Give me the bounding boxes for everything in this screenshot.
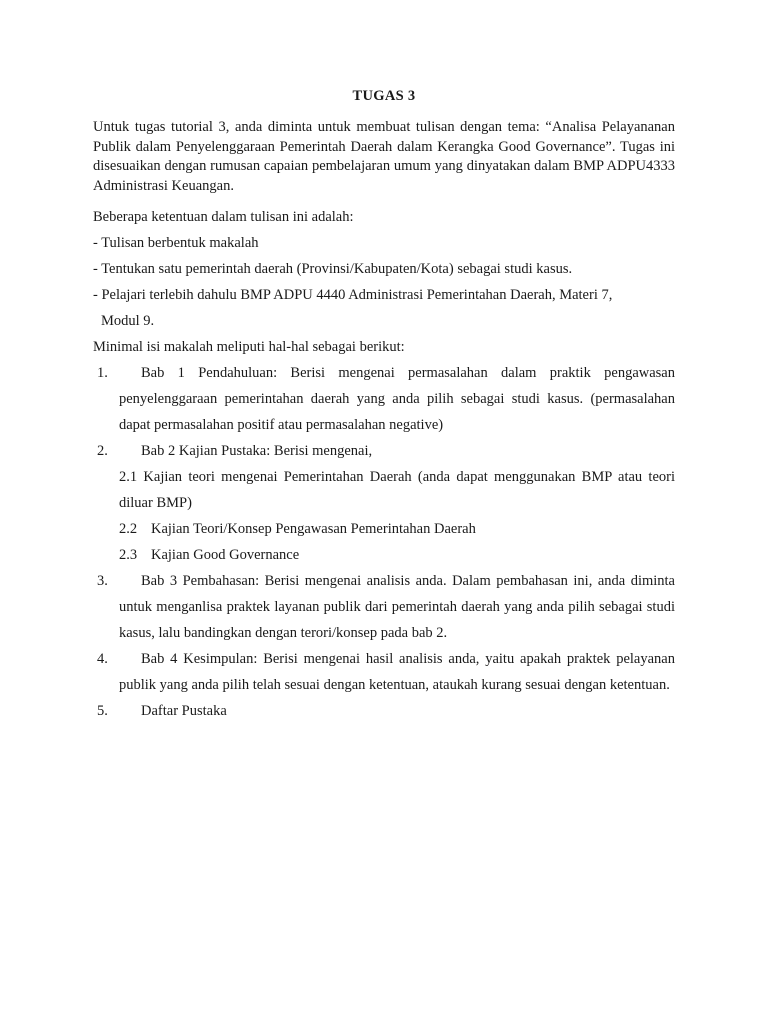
sub-item-text: Kajian Teori/Konsep Pengawasan Pemerintahan Daerah bbox=[151, 521, 476, 537]
sub-item-text: Kajian teori mengenai Pemerintahan Daerah (anda dapat menggunakan BMP atau teori diluar BMP) bbox=[119, 469, 676, 511]
sub-item bbox=[119, 464, 675, 516]
sub-number: 2.2 bbox=[119, 521, 138, 537]
provision-item: - Tentukan satu pemerintah daerah (Provinsi/Kabupaten/Kota) sebagai studi kasus. bbox=[93, 261, 573, 277]
provision-item: - Tulisan berbentuk makalah bbox=[93, 235, 259, 251]
list-number: 5. bbox=[97, 703, 108, 719]
list-number: 1. bbox=[97, 365, 108, 381]
sub-number: 2.1 bbox=[119, 469, 138, 485]
provision-item: - Pelajari terlebih dahulu BMP ADPU 4440 Administrasi Pemerintahan Daerah, Materi 7, bbox=[93, 287, 613, 303]
document-page bbox=[93, 86, 675, 724]
list-number: 2. bbox=[97, 443, 108, 459]
sub-number: 2.3 bbox=[119, 547, 138, 563]
list-item-text: Bab 3 Pembahasan: Berisi mengenai analisis anda. Dalam pembahasan ini, anda diminta untuk menganlisa praktek layanan publik dari pemerintah daerah yang anda pilih sebagai studi kasus, lalu bandingkan dengan terori/konsep pada bab 2. bbox=[119, 573, 675, 641]
list-item bbox=[93, 568, 675, 646]
chapter-list bbox=[93, 360, 675, 724]
content-heading: Minimal isi makalah meliputi hal-hal sebagai berikut: bbox=[93, 339, 405, 355]
provisions-heading: Beberapa ketentuan dalam tulisan ini adalah: bbox=[93, 209, 354, 225]
list-item-text: Daftar Pustaka bbox=[141, 703, 227, 719]
list-item bbox=[93, 438, 675, 568]
list-item bbox=[93, 360, 675, 438]
list-item bbox=[93, 698, 675, 724]
list-item-text: Bab 2 Kajian Pustaka: Berisi mengenai, bbox=[141, 443, 373, 459]
list-item bbox=[93, 646, 675, 698]
list-number: 4. bbox=[97, 651, 108, 667]
sub-item bbox=[119, 516, 675, 542]
provision-continuation: Modul 9. bbox=[101, 313, 155, 329]
document-title: TUGAS 3 bbox=[352, 88, 416, 104]
list-item-text: Bab 1 Pendahuluan: Berisi mengenai permasalahan dalam praktik pengawasan penyelenggaraan pemerintahan daerah yang anda pilih sebagai studi kasus. (permasalahan dapat permasalahan positif atau permasalahan negative) bbox=[119, 365, 675, 433]
sub-item bbox=[119, 542, 675, 568]
list-number: 3. bbox=[97, 573, 108, 589]
list-item-text: Bab 4 Kesimpulan: Berisi mengenai hasil analisis anda, yaitu apakah praktek pelayanan publik yang anda pilih telah sesuai dengan ketentuan, ataukah kurang sesuai dengan ketentuan. bbox=[119, 651, 675, 693]
intro-paragraph: Untuk tugas tutorial 3, anda diminta untuk membuat tulisan dengan tema: “Analisa Pelayananan Publik dalam Penyelenggaraan Pemerintah Daerah dalam Kerangka Good Governance”. Tugas ini disesuaikan dengan rumusan capaian pembelajaran umum yang dinyatakan dalam BMP ADPU4333 Administrasi Keuangan. bbox=[93, 119, 675, 194]
sub-item-text: Kajian Good Governance bbox=[151, 547, 300, 563]
